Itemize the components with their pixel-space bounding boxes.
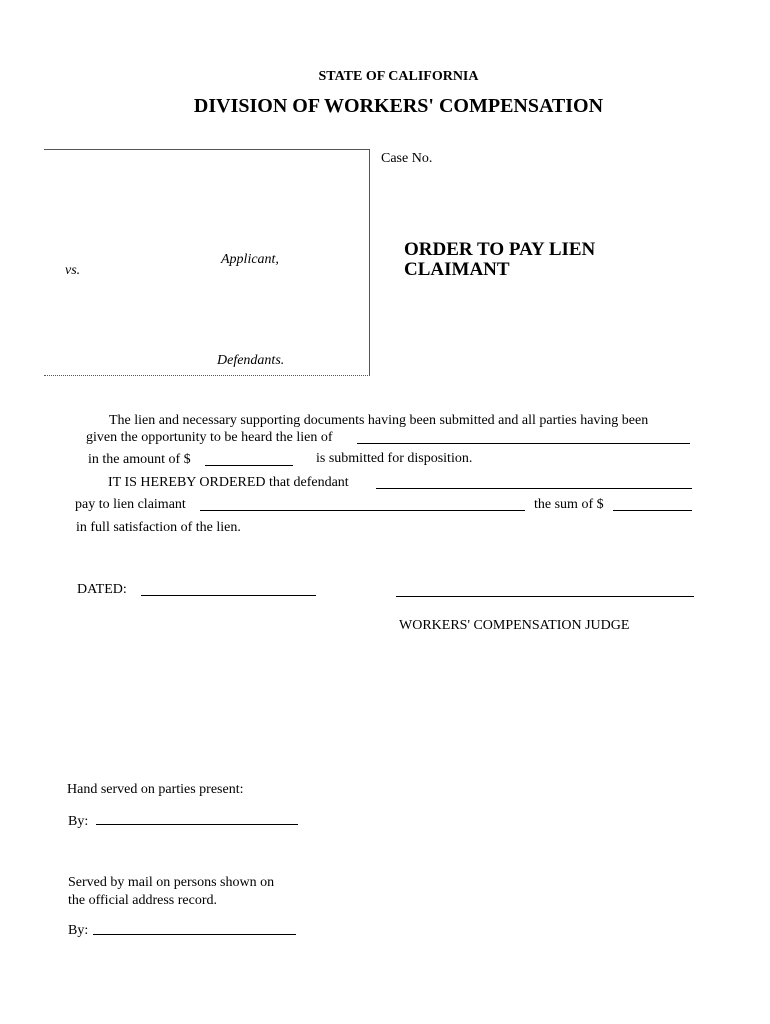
judge-signature-line[interactable] [396, 596, 694, 597]
order-title-line2: CLAIMANT [404, 259, 510, 280]
by-blank-line-1[interactable] [96, 824, 298, 825]
defendant-blank-line[interactable] [376, 488, 692, 489]
defendants-label: Defendants. [217, 353, 285, 368]
mail-served-line-2: the official address record. [68, 893, 218, 908]
body-line-6: in full satisfaction of the lien. [76, 520, 241, 535]
order-title [404, 240, 595, 280]
body-line-2: given the opportunity to be heard the lien of [86, 430, 333, 445]
amount-blank-line[interactable] [205, 465, 293, 466]
body-line-5-sum: the sum of $ [534, 497, 604, 512]
body-line-3-label: in the amount of $ [88, 452, 191, 467]
body-line-4: IT IS HEREBY ORDERED that defendant [108, 475, 349, 490]
order-title-line1: ORDER TO PAY LIEN [404, 239, 596, 260]
mail-served-line-1: Served by mail on persons shown on [68, 875, 275, 890]
dated-label: DATED: [77, 582, 127, 597]
lien-of-blank-line[interactable] [357, 443, 690, 444]
state-heading: STATE OF CALIFORNIA [318, 69, 479, 84]
judge-title: WORKERS' COMPENSATION JUDGE [399, 618, 630, 633]
sum-blank-line[interactable] [613, 510, 692, 511]
vs-label: vs. [65, 263, 81, 278]
lien-claimant-blank-line[interactable] [200, 510, 525, 511]
dated-blank-line[interactable] [141, 595, 316, 596]
caption-right-border [369, 149, 370, 376]
applicant-label: Applicant, [221, 252, 279, 267]
caption-bottom-border [44, 375, 370, 376]
by-label-1: By: [68, 814, 89, 829]
hand-served-label: Hand served on parties present: [67, 782, 244, 797]
by-blank-line-2[interactable] [93, 934, 296, 935]
body-line-1: The lien and necessary supporting documents having been submitted and all parties having been [109, 413, 649, 428]
division-heading: DIVISION OF WORKERS' COMPENSATION [193, 95, 604, 117]
body-line-5-label: pay to lien claimant [75, 497, 186, 512]
case-number-label: Case No. [381, 151, 433, 166]
body-line-3-suffix: is submitted for disposition. [316, 451, 473, 466]
by-label-2: By: [68, 923, 89, 938]
caption-top-border [44, 149, 370, 150]
